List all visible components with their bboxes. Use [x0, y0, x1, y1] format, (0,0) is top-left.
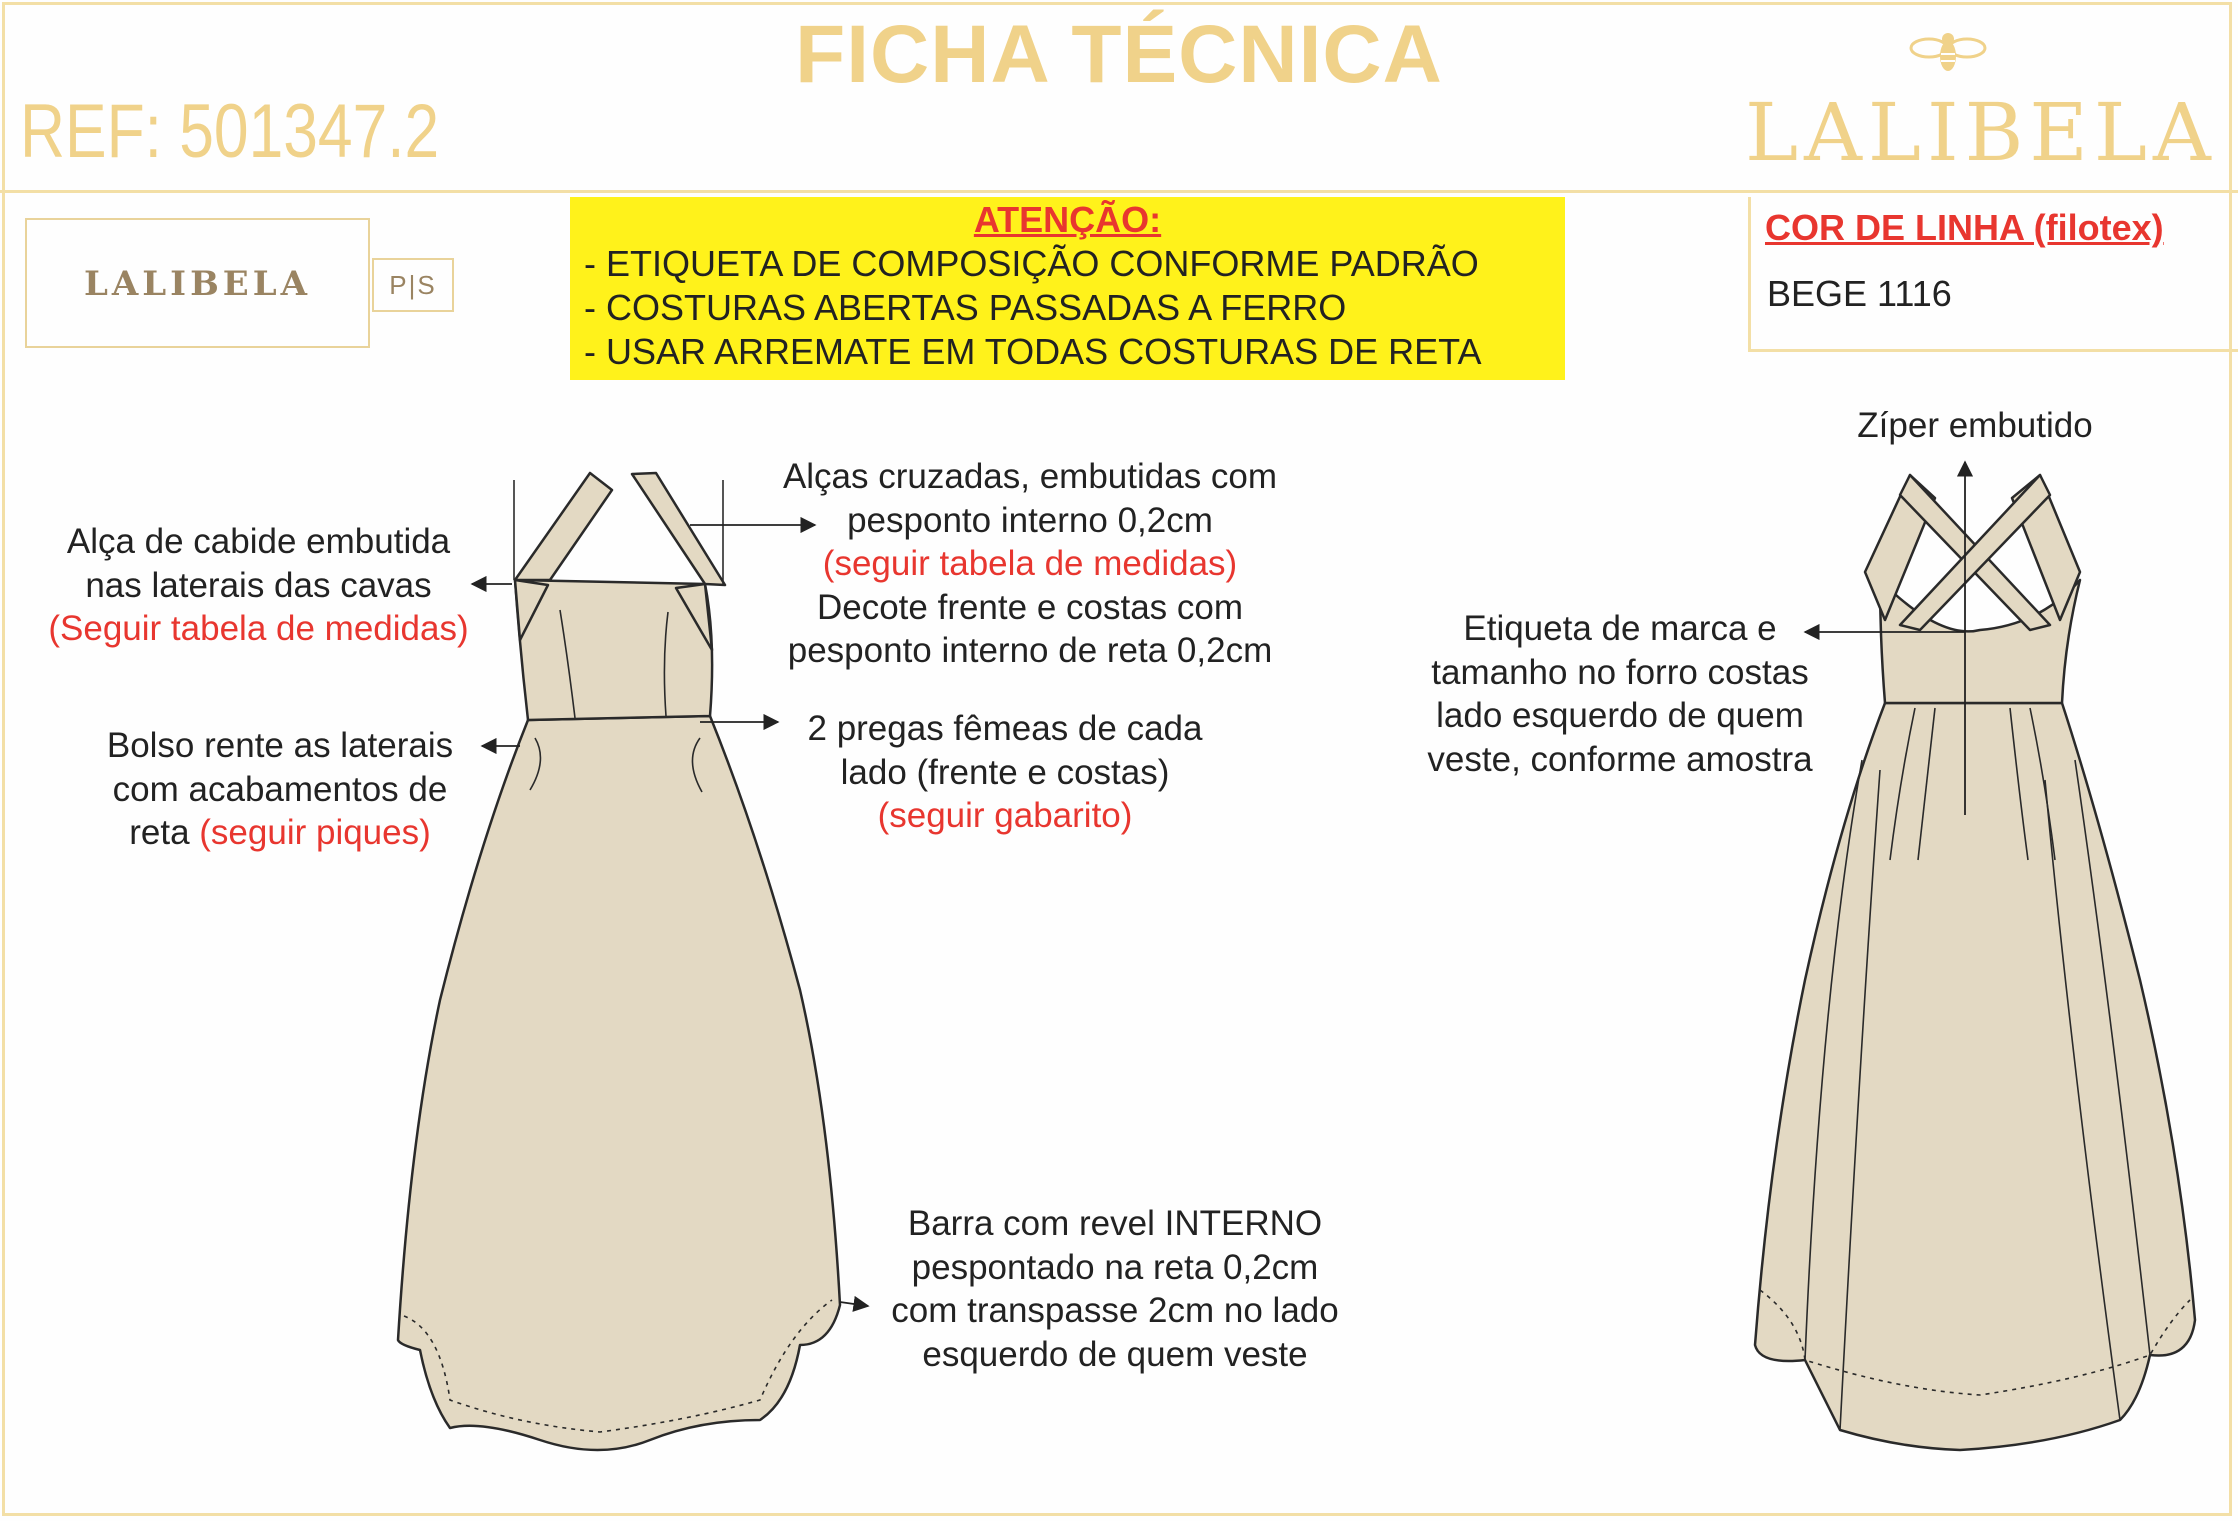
note-line: lado esquerdo de quem — [1436, 696, 1804, 735]
note-line: (Seguir tabela de medidas) — [48, 609, 469, 648]
note-line: com transpasse 2cm no lado — [891, 1291, 1339, 1330]
note-line: 2 pregas fêmeas de cada — [807, 709, 1203, 748]
page-title: FICHA TÉCNICA — [795, 9, 1443, 100]
attention-line: - COSTURAS ABERTAS PASSADAS A FERRO — [584, 287, 1347, 328]
note-line: pesponto interno 0,2cm — [847, 500, 1213, 540]
size-label: P|S — [372, 258, 454, 312]
brand-label-text: LALIBELA — [83, 264, 312, 304]
note-line: pesponto interno de reta 0,2cm — [787, 631, 1273, 670]
note-brand-tag — [1400, 607, 1840, 781]
note-line: lado (frente e costas) — [840, 752, 1170, 792]
note-line: (seguir gabarito) — [877, 796, 1133, 835]
reference-number: REF: 501347.2 — [20, 89, 440, 174]
attention-line: - USAR ARREMATE EM TODAS COSTURAS DE RETA — [584, 331, 1482, 372]
note-straps — [740, 455, 1320, 673]
note-line: esquerdo de quem veste — [922, 1334, 1308, 1374]
note-line: Alça de cabide embutida — [66, 522, 451, 561]
attention-title: ATENÇÃO: — [973, 199, 1162, 240]
note-line: (seguir tabela de medidas) — [822, 544, 1238, 583]
note-line: Decote frente e costas com — [816, 587, 1244, 627]
note-line: Barra com revel INTERNO — [907, 1204, 1323, 1243]
note-text: reta — [129, 813, 200, 852]
attention-line: - ETIQUETA DE COMPOSIÇÃO CONFORME PADRÃO — [584, 243, 1479, 284]
note-line: Zíper embutido — [1857, 406, 2093, 445]
note-zipper — [1820, 404, 2130, 448]
thread-color-title: COR DE LINHA (filotex) — [1765, 207, 2164, 248]
note-pleats — [770, 707, 1240, 838]
note-text: (seguir piques) — [199, 813, 431, 852]
note-line: nas laterais das cavas — [85, 565, 432, 605]
note-line — [80, 811, 480, 855]
note-line: Etiqueta de marca e — [1463, 609, 1777, 648]
note-line: Alças cruzadas, embutidas com — [782, 457, 1278, 496]
note-line: tamanho no forro costas — [1431, 652, 1809, 692]
note-pocket — [80, 724, 480, 855]
note-hanger-loop — [22, 520, 495, 651]
note-line: com acabamentos de — [112, 769, 448, 809]
note-line: pespontado na reta 0,2cm — [911, 1247, 1319, 1287]
thread-color-value: BEGE 1116 — [1767, 273, 1952, 314]
note-hem — [860, 1202, 1370, 1376]
brand-logo: LALIBELA — [1745, 86, 2217, 179]
note-line: veste, conforme amostra — [1427, 739, 1813, 779]
note-line: Bolso rente as laterais — [106, 726, 454, 765]
